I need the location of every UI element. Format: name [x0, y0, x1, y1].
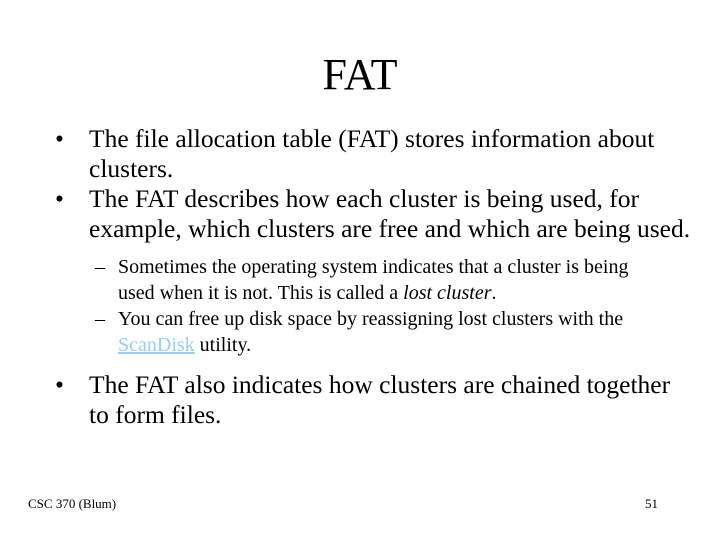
sub-bullet-group — [55, 254, 695, 358]
sub-bullet-marker: – — [95, 256, 105, 278]
bullet-marker: • — [55, 124, 64, 153]
sub-bullet-text: Sometimes the operating system indicates that a cluster is being used when it is not. This is called a — [118, 256, 629, 304]
bullet-item — [55, 124, 695, 184]
bullet-text: The FAT also indicates how clusters are chained together to form files. — [89, 370, 671, 429]
lost-cluster-term: lost cluster — [403, 282, 492, 304]
footer-course-label: CSC 370 (Blum) — [28, 496, 117, 511]
bullet-text: The file allocation table (FAT) stores information about clusters. — [89, 124, 655, 183]
sub-bullet-text-end: . — [491, 282, 497, 304]
sub-bullet-text-end: utility. — [194, 334, 252, 356]
sub-bullet-item — [95, 306, 665, 358]
sub-bullet-text: You can free up disk space by reassigning lost clusters with the — [118, 308, 624, 330]
sub-bullet-item — [95, 254, 665, 306]
bullet-marker: • — [55, 184, 64, 213]
bullet-item — [55, 370, 695, 430]
spacer — [55, 358, 695, 370]
bullet-list — [55, 124, 695, 430]
scandisk-link[interactable]: ScanDisk — [118, 334, 195, 356]
bullet-text: The FAT describes how each cluster is being used, for example, which clusters are free and which are being used. — [89, 184, 691, 243]
bullet-marker: • — [55, 370, 64, 399]
spacer — [55, 244, 695, 254]
bullet-item — [55, 184, 695, 244]
sub-bullet-list — [95, 254, 665, 358]
sub-bullet-marker: – — [95, 308, 105, 330]
footer-page-number: 51 — [645, 496, 658, 511]
slide-title: FAT — [322, 50, 398, 99]
